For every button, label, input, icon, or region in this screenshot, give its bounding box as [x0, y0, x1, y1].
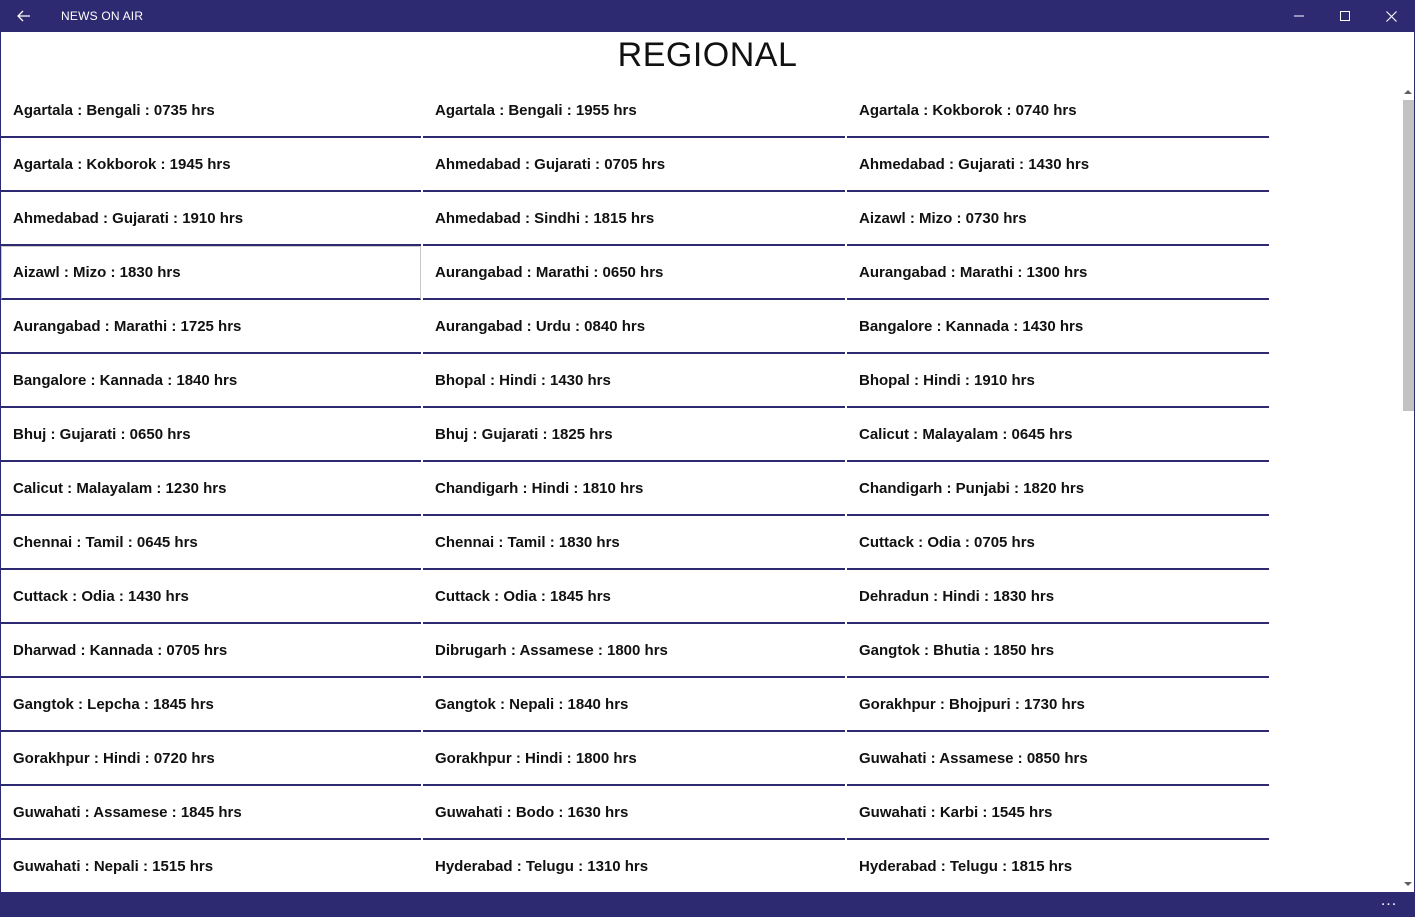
list-item[interactable]: Ahmedabad : Gujarati : 0705 hrs	[423, 138, 845, 192]
bulletin-grid	[1, 84, 1401, 892]
chevron-up-icon	[1404, 89, 1412, 95]
app-bar	[0, 892, 1415, 917]
app-title: NEWS ON AIR	[61, 9, 144, 23]
list-item[interactable]: Bhuj : Gujarati : 1825 hrs	[423, 408, 845, 462]
list-item[interactable]: Gorakhpur : Hindi : 0720 hrs	[1, 732, 421, 786]
list-item[interactable]: Ahmedabad : Gujarati : 1430 hrs	[847, 138, 1269, 192]
list-item[interactable]: Bhuj : Gujarati : 0650 hrs	[1, 408, 421, 462]
list-item[interactable]: Aizawl : Mizo : 0730 hrs	[847, 192, 1269, 246]
list-item[interactable]: Guwahati : Nepali : 1515 hrs	[1, 840, 421, 892]
list-item[interactable]: Cuttack : Odia : 1845 hrs	[423, 570, 845, 624]
more-button[interactable]	[1377, 894, 1401, 914]
list-item[interactable]: Bangalore : Kannada : 1840 hrs	[1, 354, 421, 408]
list-item[interactable]: Chandigarh : Punjabi : 1820 hrs	[847, 462, 1269, 516]
list-item[interactable]: Agartala : Bengali : 0735 hrs	[1, 84, 421, 138]
list-item[interactable]: Ahmedabad : Gujarati : 1910 hrs	[1, 192, 421, 246]
scroll-up-button[interactable]	[1401, 86, 1414, 98]
list-item[interactable]: Aurangabad : Marathi : 0650 hrs	[423, 246, 845, 300]
list-item[interactable]: Guwahati : Bodo : 1630 hrs	[423, 786, 845, 840]
list-item[interactable]: Agartala : Bengali : 1955 hrs	[423, 84, 845, 138]
minimize-button[interactable]	[1276, 0, 1322, 32]
page-title: REGIONAL	[617, 36, 798, 74]
list-item[interactable]: Bangalore : Kannada : 1430 hrs	[847, 300, 1269, 354]
list-item[interactable]: Bhopal : Hindi : 1910 hrs	[847, 354, 1269, 408]
title-bar	[0, 0, 1415, 32]
list-item[interactable]: Aurangabad : Marathi : 1300 hrs	[847, 246, 1269, 300]
list-item[interactable]: Hyderabad : Telugu : 1310 hrs	[423, 840, 845, 892]
list-item[interactable]: Gorakhpur : Bhojpuri : 1730 hrs	[847, 678, 1269, 732]
vertical-scrollbar[interactable]	[1401, 86, 1414, 892]
back-button[interactable]	[0, 0, 48, 32]
list-item[interactable]: Dharwad : Kannada : 0705 hrs	[1, 624, 421, 678]
more-icon: ...	[1380, 892, 1398, 909]
list-item[interactable]: Agartala : Kokborok : 0740 hrs	[847, 84, 1269, 138]
bulletin-list	[1, 84, 1401, 892]
list-item[interactable]: Bhopal : Hindi : 1430 hrs	[423, 354, 845, 408]
list-item[interactable]: Aurangabad : Marathi : 1725 hrs	[1, 300, 421, 354]
list-item[interactable]: Chennai : Tamil : 0645 hrs	[1, 516, 421, 570]
close-button[interactable]	[1368, 0, 1414, 32]
list-item[interactable]: Cuttack : Odia : 1430 hrs	[1, 570, 421, 624]
list-item[interactable]: Ahmedabad : Sindhi : 1815 hrs	[423, 192, 845, 246]
list-item[interactable]: Dehradun : Hindi : 1830 hrs	[847, 570, 1269, 624]
list-item[interactable]: Gorakhpur : Hindi : 1800 hrs	[423, 732, 845, 786]
list-item[interactable]: Chandigarh : Hindi : 1810 hrs	[423, 462, 845, 516]
list-item[interactable]: Aurangabad : Urdu : 0840 hrs	[423, 300, 845, 354]
scroll-thumb[interactable]	[1403, 100, 1414, 411]
chevron-down-icon	[1404, 881, 1412, 887]
list-item[interactable]: Guwahati : Assamese : 1845 hrs	[1, 786, 421, 840]
list-item[interactable]: Gangtok : Bhutia : 1850 hrs	[847, 624, 1269, 678]
list-item[interactable]: Aizawl : Mizo : 1830 hrs	[1, 246, 421, 300]
list-item[interactable]: Cuttack : Odia : 0705 hrs	[847, 516, 1269, 570]
minimize-icon	[1294, 11, 1304, 21]
maximize-button[interactable]	[1322, 0, 1368, 32]
list-item[interactable]: Calicut : Malayalam : 1230 hrs	[1, 462, 421, 516]
maximize-icon	[1340, 11, 1350, 21]
list-item[interactable]: Guwahati : Karbi : 1545 hrs	[847, 786, 1269, 840]
list-item[interactable]: Dibrugarh : Assamese : 1800 hrs	[423, 624, 845, 678]
arrow-left-icon	[17, 10, 31, 22]
close-icon	[1386, 11, 1397, 22]
list-item[interactable]: Gangtok : Nepali : 1840 hrs	[423, 678, 845, 732]
list-item[interactable]: Calicut : Malayalam : 0645 hrs	[847, 408, 1269, 462]
list-item[interactable]: Hyderabad : Telugu : 1815 hrs	[847, 840, 1269, 892]
scroll-down-button[interactable]	[1401, 878, 1414, 890]
list-item[interactable]: Guwahati : Assamese : 0850 hrs	[847, 732, 1269, 786]
list-item[interactable]: Agartala : Kokborok : 1945 hrs	[1, 138, 421, 192]
list-item[interactable]: Gangtok : Lepcha : 1845 hrs	[1, 678, 421, 732]
list-item[interactable]: Chennai : Tamil : 1830 hrs	[423, 516, 845, 570]
